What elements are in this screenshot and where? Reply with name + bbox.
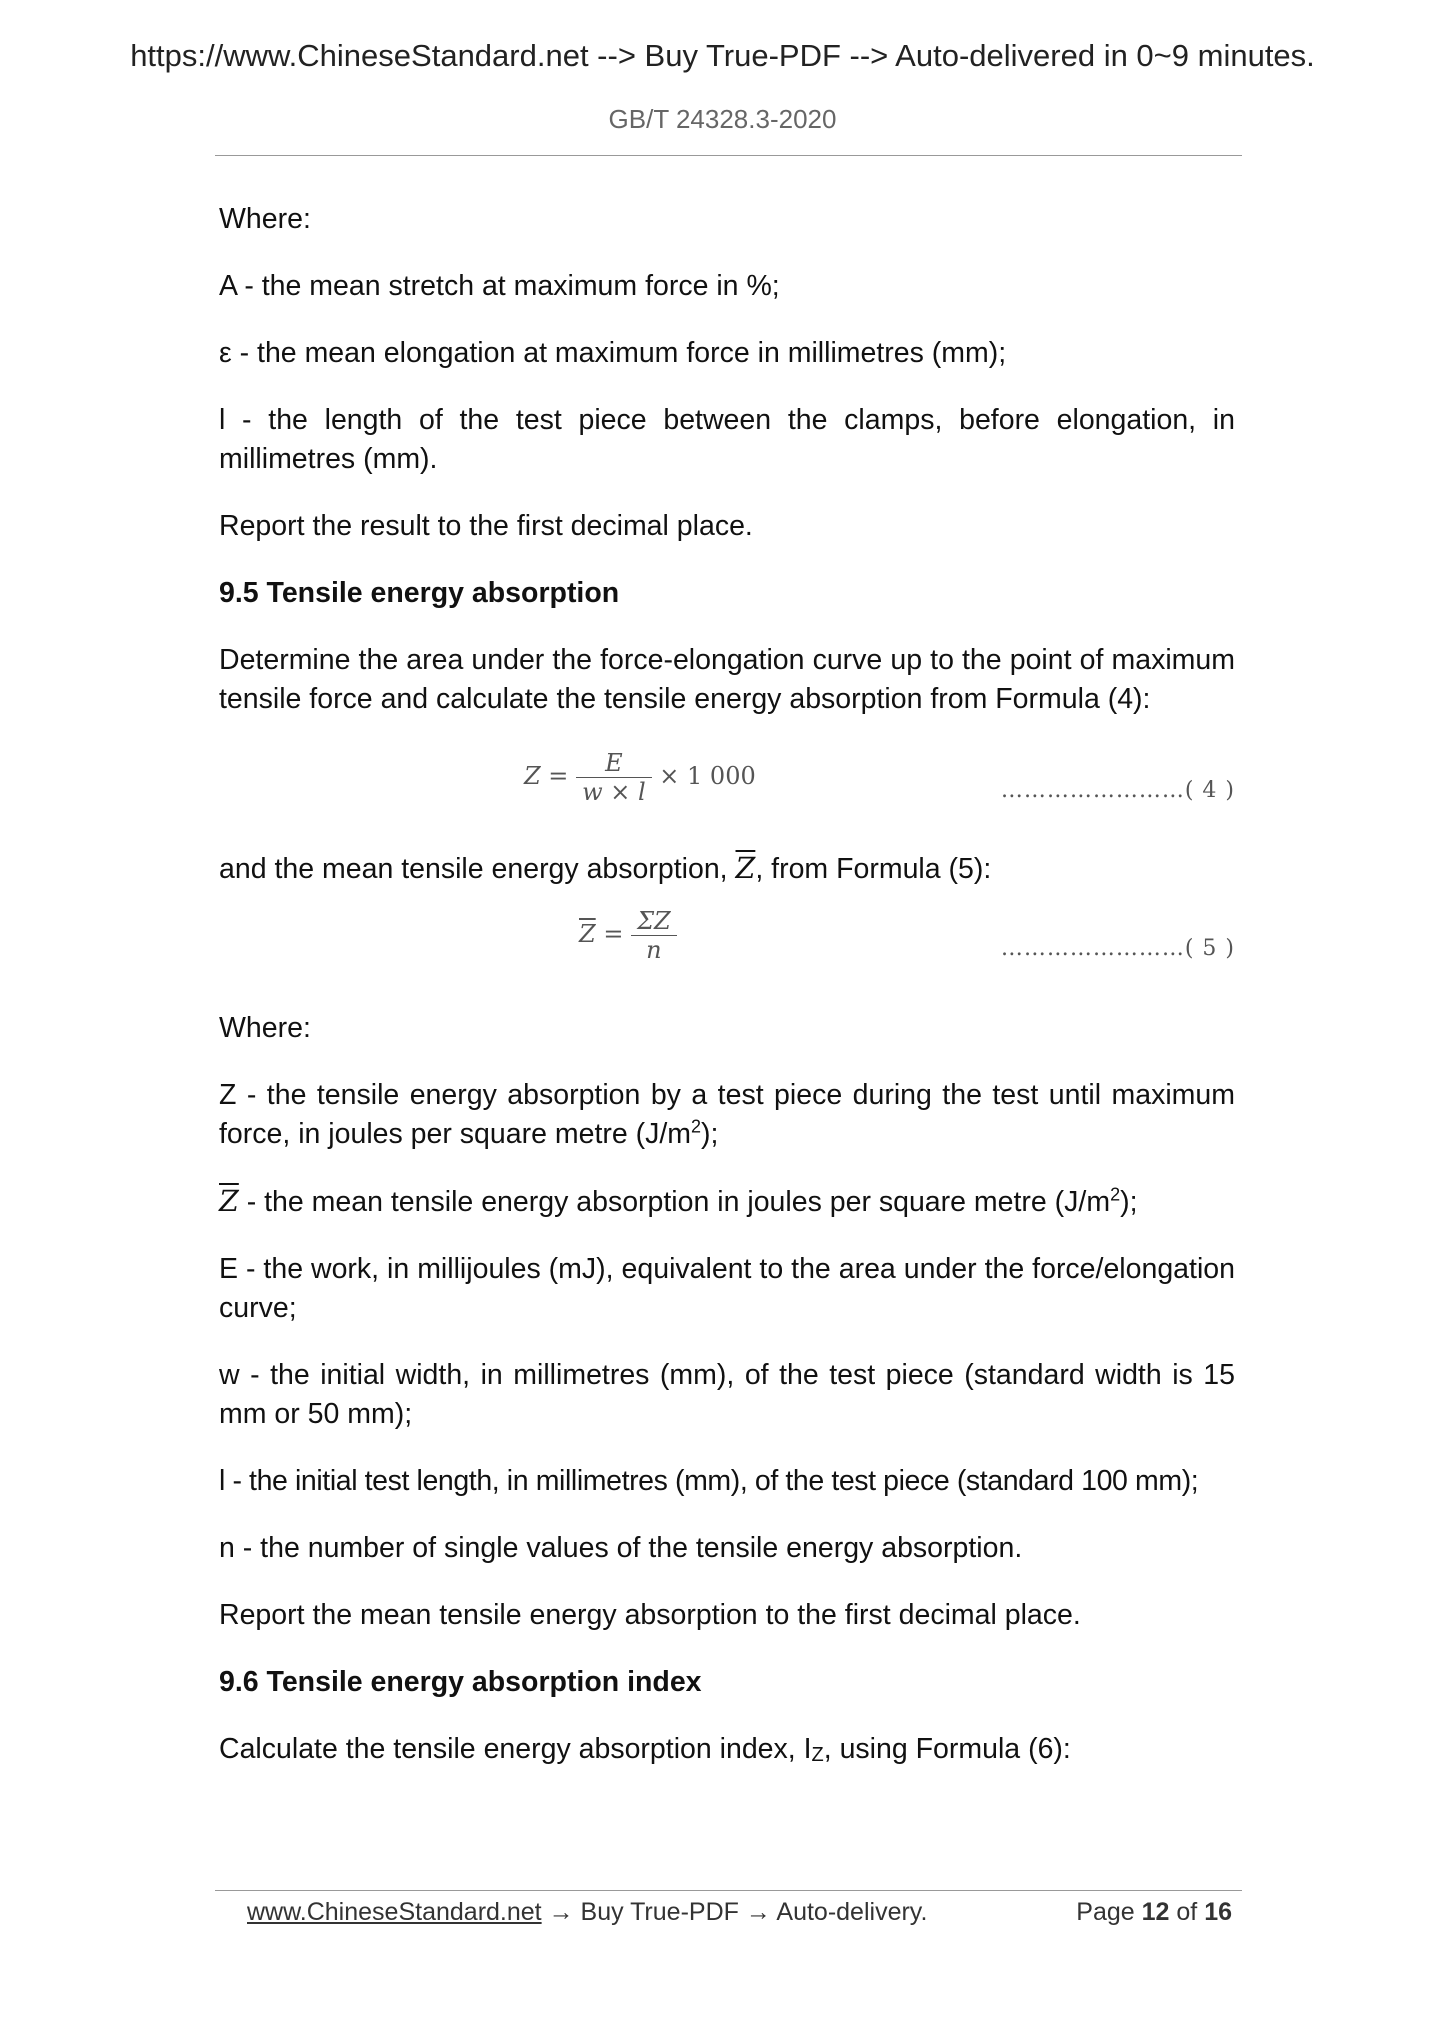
formula-5-leader [1001, 929, 1235, 968]
formula-4-multiplier: × 1 000 [659, 762, 756, 790]
standard-number: GB/T 24328.3-2020 [608, 104, 837, 134]
formula-4-number: ( 4 ) [1184, 778, 1235, 803]
mean-intro [219, 849, 1235, 889]
section-9-6-text: Calculate the tensile energy absorption index, I [219, 1733, 812, 1765]
formula-4-numerator: E [576, 749, 652, 778]
page-indicator [1076, 1898, 1232, 1927]
definition-l: l - the length of the test piece between the clamps, before elongation, in millimetres (mm). [219, 404, 1235, 475]
mean-intro-text: and the mean tensile energy absorption, [219, 853, 728, 885]
page-body [219, 200, 1235, 1769]
definition-Zbar-sup: 2 [1110, 1184, 1121, 1205]
page-word: Page [1076, 1898, 1135, 1926]
definition-Zbar [219, 1182, 1235, 1222]
definition-E: E - the work, in millijoules (mJ), equivalent to the area under the force/elongation curve; [219, 1253, 1235, 1324]
footer [215, 1898, 1242, 1927]
formula-4-denominator: w × l [582, 778, 646, 806]
mean-intro-text-2: , from Formula (5): [755, 853, 992, 885]
formula-5-denominator: n [646, 936, 662, 964]
formula-5-fraction [631, 907, 677, 964]
page-total: 16 [1204, 1898, 1232, 1926]
header-divider [215, 155, 1242, 156]
section-9-5-paragraph: Determine the area under the force-elongation curve up to the point of maximum tensile force and calculate the tensile energy absorption from Formula (4): [219, 644, 1235, 715]
formula-4-expression [524, 749, 756, 806]
formula-5-dots: …………………… [1000, 936, 1185, 961]
definition-Zbar-symbol: $\overline{Z}$ [219, 1185, 239, 1218]
footer-text: → Buy True-PDF → Auto-delivery. [541, 1898, 928, 1926]
formula-4-dots: …………………… [1000, 778, 1185, 803]
where-label-2: Where: [219, 1012, 311, 1044]
definition-w: w - the initial width, in millimetres (mm), of the test piece (standard width is 15 mm or 50 mm); [219, 1359, 1235, 1430]
section-9-5-heading: 9.5 Tensile energy absorption [219, 577, 620, 609]
section-9-6-text-2: , using Formula (6): [823, 1733, 1071, 1765]
definition-Zbar-end: ); [1120, 1186, 1138, 1218]
where-label-1: Where: [219, 203, 311, 235]
formula-5-number: ( 5 ) [1184, 936, 1235, 961]
footer-link[interactable]: www.ChineseStandard.net [247, 1898, 542, 1926]
footer-divider [215, 1890, 1242, 1891]
definition-Z-text: Z - the tensile energy absorption by a test piece during the test until maximum force, in joules per square metre (J/m [219, 1079, 1235, 1150]
definition-n: n - the number of single values of the tensile energy absorption. [219, 1532, 1023, 1564]
report-note-2: Report the mean tensile energy absorption to the first decimal place. [219, 1599, 1081, 1631]
formula-4 [219, 749, 1235, 827]
report-note-1: Report the result to the first decimal place. [219, 510, 753, 542]
definition-epsilon: ε - the mean elongation at maximum force in millimetres (mm); [219, 337, 1007, 369]
definition-Z [219, 1076, 1235, 1154]
formula-5-lhs: $\overline{Z}$ [579, 920, 596, 948]
section-9-6-heading: 9.6 Tensile energy absorption index [219, 1666, 702, 1698]
section-9-6-subscript: Z [811, 1744, 824, 1766]
of-word: of [1176, 1898, 1198, 1926]
formula-5-expression [579, 907, 677, 964]
mean-intro-symbol: $\overline{Z}$ [735, 852, 756, 885]
formula-5 [219, 907, 1235, 985]
definition-A: A - the mean stretch at maximum force in %; [219, 270, 780, 302]
page-number: 12 [1141, 1898, 1170, 1926]
definition-Zbar-text: - the mean tensile energy absorption in joules per square metre (J/m [238, 1186, 1111, 1218]
formula-4-fraction [576, 749, 652, 806]
definition-Z-end: ); [701, 1118, 719, 1150]
formula-5-equals: = [603, 920, 624, 948]
formula-4-lhs: Z = [524, 762, 569, 790]
definition-l2: l - the initial test length, in millimetres (mm), of the test piece (standard 100 mm); [219, 1465, 1199, 1497]
formula-5-numerator: ΣZ [631, 907, 677, 936]
formula-4-leader [1001, 771, 1235, 810]
section-9-6-paragraph [219, 1730, 1235, 1769]
header-banner: https://www.ChineseStandard.net --> Buy True-PDF --> Auto-delivered in 0~9 minutes. [130, 38, 1315, 73]
definition-Z-sup: 2 [691, 1116, 702, 1137]
